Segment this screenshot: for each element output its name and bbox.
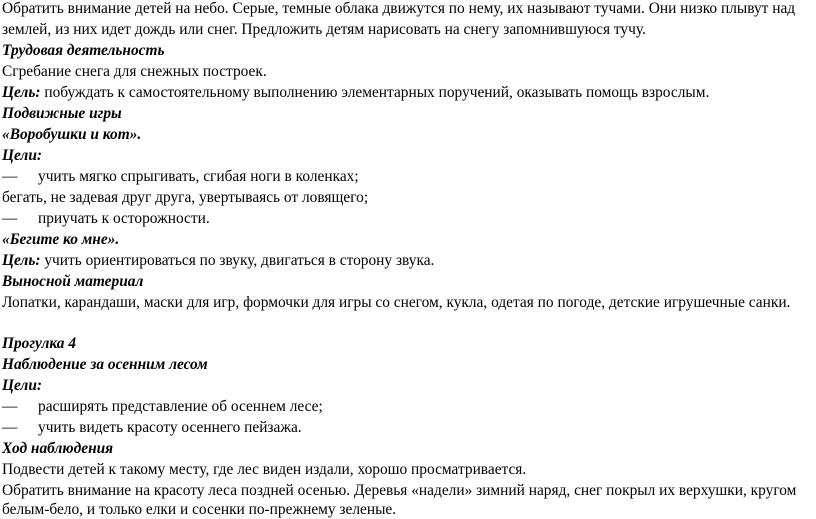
- material-heading: Выносной материал: [2, 273, 144, 290]
- walk4-title: Прогулка 4: [2, 335, 77, 352]
- labor-text: Сгребание снега для снежных построек.: [2, 63, 267, 80]
- game1-goal-1-text: учить мягко спрыгивать, сгибая ноги в коленках;: [38, 168, 359, 185]
- dash-marker: —: [2, 419, 18, 436]
- intro-line-2: землей, из них идет дождь или снег. Предложить детям нарисовать на снегу запомнившуюся тучу.: [2, 21, 646, 38]
- walk4-goals-label: Цели:: [2, 377, 43, 394]
- walk4-goal-2-text: учить видеть красоту осеннего пейзажа.: [38, 419, 302, 436]
- game2-goal-label: Цель:: [2, 252, 41, 269]
- walk4-course-heading: Ход наблюдения: [2, 440, 114, 457]
- walk4-goal-1: [2, 398, 323, 416]
- game2-goal: [2, 252, 434, 270]
- walk4-course-2: Обратить внимание на красоту леса поздней осенью. Деревья «надели» зимний наряд, снег покрыл их верхушки, кругом: [2, 482, 797, 499]
- games-heading: Подвижные игры: [2, 105, 122, 122]
- game2-goal-text: учить ориентироваться по звуку, двигаться в сторону звука.: [40, 252, 435, 269]
- dash-marker: —: [2, 398, 18, 415]
- game2-title: «Бегите ко мне».: [2, 231, 120, 248]
- intro-line-1: Обратить внимание детей на небо. Серые, темные облака движутся по нему, их называют тучами. Они низко плывут над: [2, 0, 796, 17]
- game1-goal-3: [2, 210, 210, 228]
- labor-heading: Трудовая деятельность: [2, 42, 165, 59]
- game1-goal-2: бегать, не задевая друг друга, увертываясь от ловящего;: [2, 189, 369, 206]
- game1-title: «Воробушки и кот».: [2, 126, 142, 143]
- game1-goal-1: [2, 168, 359, 186]
- game1-goals-label: Цели:: [2, 147, 43, 164]
- walk4-observation: Наблюдение за осенним лесом: [2, 356, 208, 373]
- walk4-goal-1-text: расширять представление об осеннем лесе;: [38, 398, 323, 415]
- dash-marker: —: [2, 210, 18, 227]
- labor-goal-text: побуждать к самостоятельному выполнению элементарных поручений, оказывать помощь взрослым.: [40, 84, 710, 101]
- dash-marker: —: [2, 168, 18, 185]
- game1-goal-3-text: приучать к осторожности.: [38, 210, 210, 227]
- walk4-course-1: Подвести детей к такому месту, где лес виден издали, хорошо просматривается.: [2, 461, 527, 478]
- walk4-goal-2: [2, 419, 302, 437]
- labor-goal-label: Цель:: [2, 84, 41, 101]
- walk4-course-3: белым-бело, и только елки и сосенки по-прежнему зеленые.: [2, 501, 397, 518]
- material-text: Лопатки, карандаши, маски для игр, формочки для игры со снегом, кукла, одетая по погоде, детские игрушечные санки.: [2, 294, 791, 311]
- labor-goal: [2, 84, 709, 102]
